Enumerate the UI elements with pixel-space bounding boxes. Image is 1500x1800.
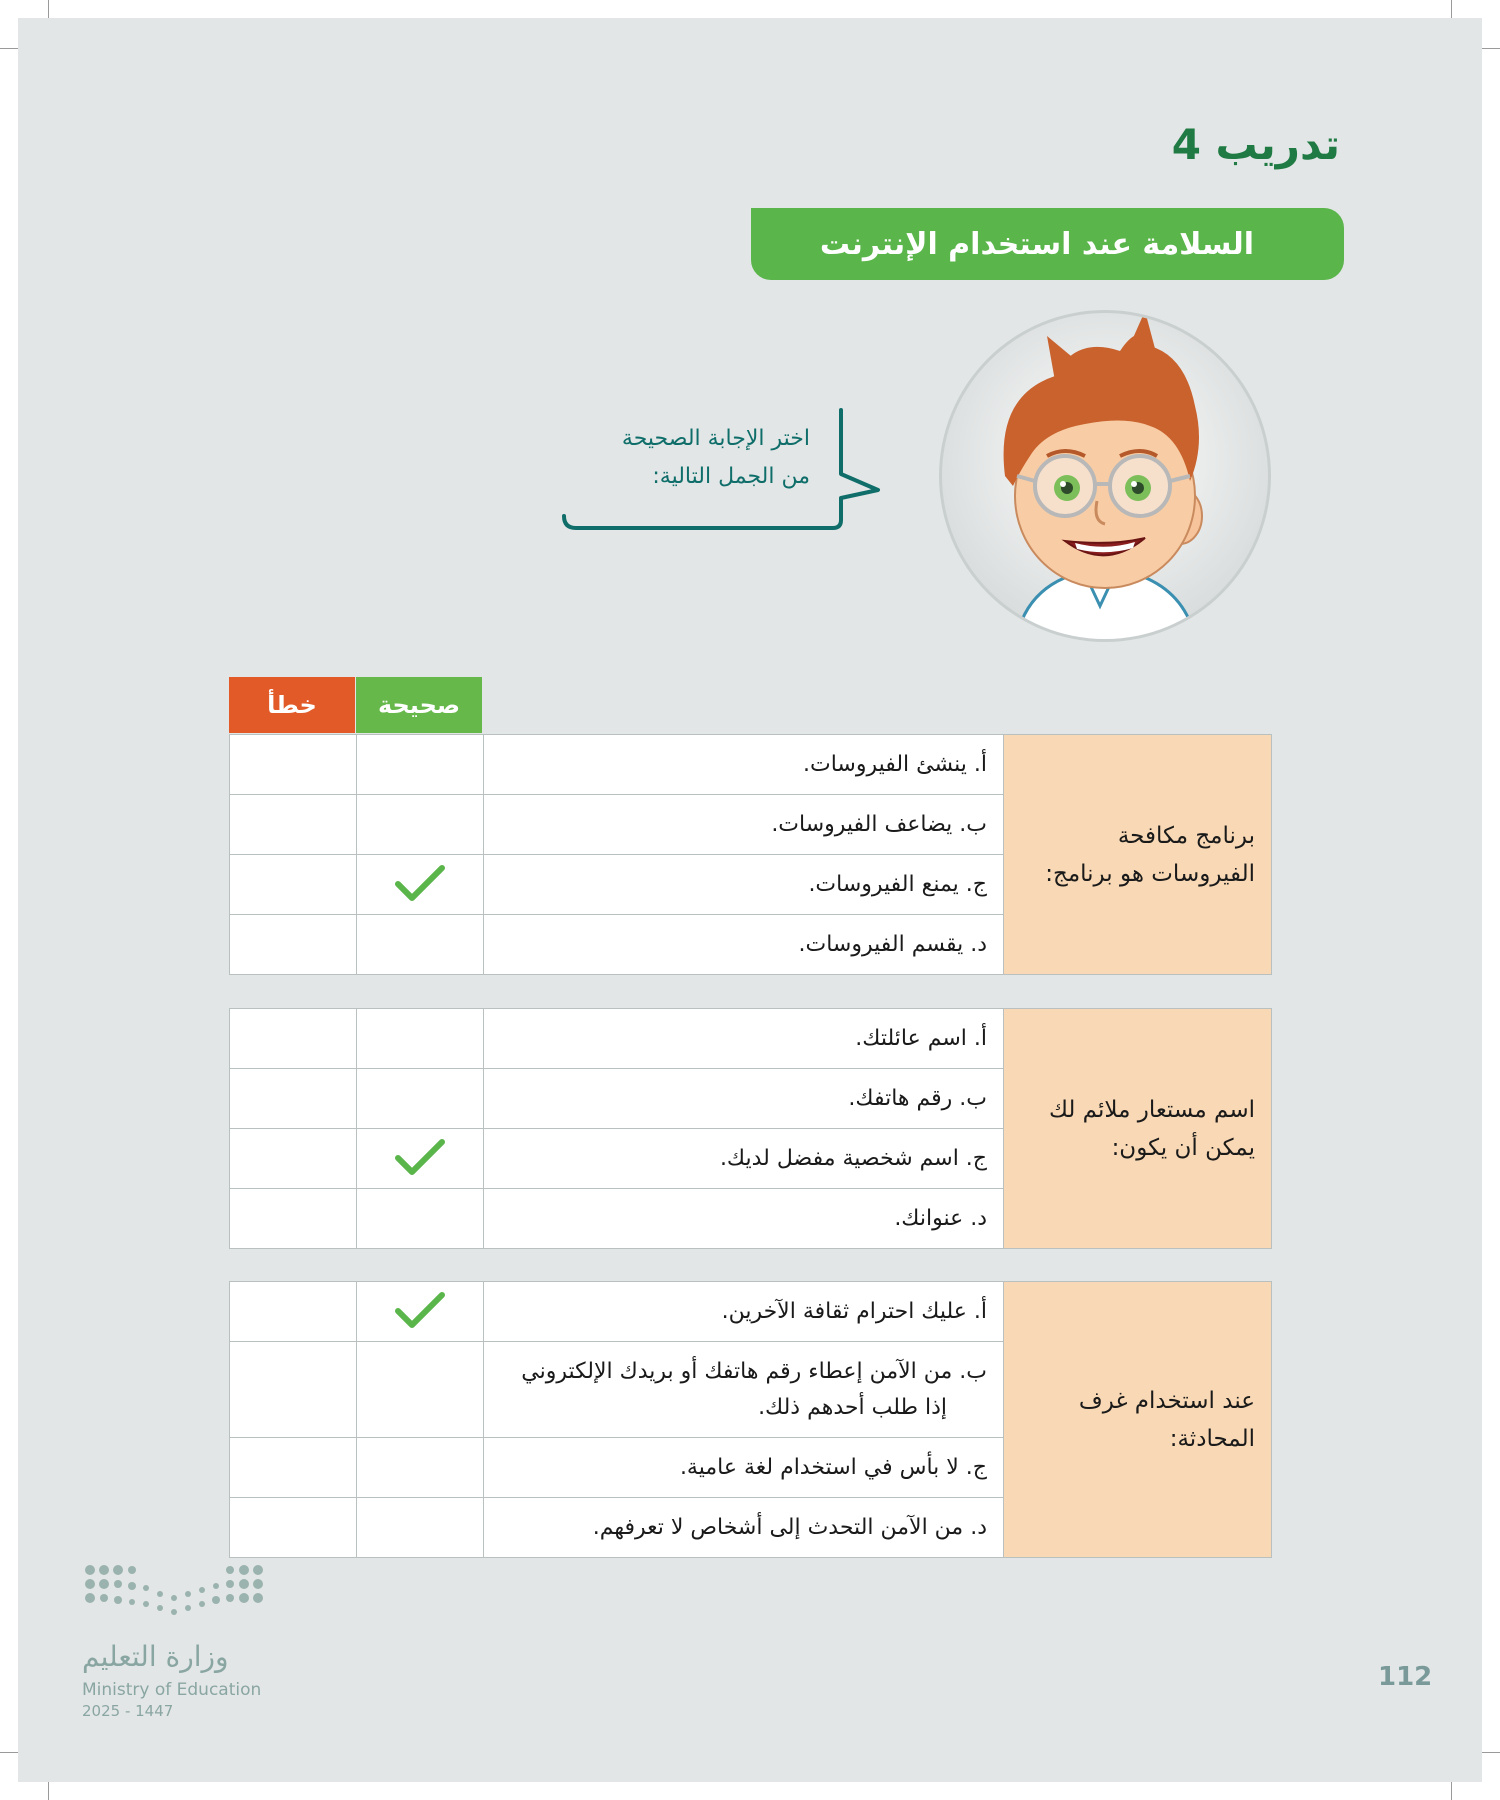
false-answer-cell[interactable] bbox=[230, 1189, 357, 1249]
section-banner bbox=[751, 208, 1344, 280]
question-prompt-line-2: المحادثة: bbox=[1169, 1425, 1255, 1452]
false-answer-cell[interactable] bbox=[230, 795, 357, 855]
ministry-name-arabic: وزارة التعليم bbox=[82, 1640, 229, 1673]
false-answer-cell[interactable] bbox=[230, 1498, 357, 1558]
question-table-3 bbox=[229, 1281, 1272, 1558]
instruction-text bbox=[550, 420, 810, 496]
true-answer-cell[interactable] bbox=[357, 1438, 484, 1498]
option-text: د. من الآمن التحدث إلى أشخاص لا تعرفهم. bbox=[484, 1498, 1004, 1558]
false-answer-cell[interactable] bbox=[230, 735, 357, 795]
question-table-1 bbox=[229, 734, 1272, 975]
false-answer-cell[interactable] bbox=[230, 1342, 357, 1438]
option-text: ب. رقم هاتفك. bbox=[484, 1069, 1004, 1129]
ministry-dots-logo bbox=[80, 1560, 280, 1630]
true-answer-cell[interactable] bbox=[357, 1342, 484, 1438]
true-answer-cell[interactable] bbox=[357, 1129, 484, 1189]
option-text: ج. لا بأس في استخدام لغة عامية. bbox=[484, 1438, 1004, 1498]
false-answer-cell[interactable] bbox=[230, 1069, 357, 1129]
true-answer-cell[interactable] bbox=[357, 1498, 484, 1558]
ministry-name-english: Ministry of Education bbox=[82, 1680, 262, 1700]
question-prompt-line-1: عند استخدام غرف bbox=[1078, 1387, 1255, 1414]
false-answer-cell[interactable] bbox=[230, 1009, 357, 1069]
exercise-title: تدريب 4 bbox=[1171, 120, 1340, 169]
false-answer-cell[interactable] bbox=[230, 1438, 357, 1498]
question-prompt bbox=[1004, 1282, 1272, 1558]
option-text: ج. اسم شخصية مفضل لديك. bbox=[484, 1129, 1004, 1189]
instruction-line-2: من الجمل التالية: bbox=[652, 464, 810, 489]
option-text: أ. عليك احترام ثقافة الآخرين. bbox=[484, 1282, 1004, 1342]
true-answer-cell[interactable] bbox=[357, 915, 484, 975]
true-answer-cell[interactable] bbox=[357, 855, 484, 915]
question-table-2 bbox=[229, 1008, 1272, 1249]
question-prompt-line-1: برنامج مكافحة bbox=[1117, 822, 1255, 849]
question-prompt-line-1: اسم مستعار ملائم لك bbox=[1048, 1096, 1255, 1123]
option-text: د. يقسم الفيروسات. bbox=[484, 915, 1004, 975]
section-banner-label: السلامة عند استخدام الإنترنت bbox=[819, 226, 1254, 262]
option-text: د. عنوانك. bbox=[484, 1189, 1004, 1249]
option-text-line-2: إذا طلب أحدهم ذلك. bbox=[758, 1394, 947, 1420]
false-answer-cell[interactable] bbox=[230, 1129, 357, 1189]
false-answer-cell[interactable] bbox=[230, 1282, 357, 1342]
page-number: 112 bbox=[1378, 1662, 1433, 1692]
option-text: أ. ينشئ الفيروسات. bbox=[484, 735, 1004, 795]
question-prompt bbox=[1004, 1009, 1272, 1249]
option-text: ب. يضاعف الفيروسات. bbox=[484, 795, 1004, 855]
true-answer-cell[interactable] bbox=[357, 795, 484, 855]
true-answer-cell[interactable] bbox=[357, 1189, 484, 1249]
option-text: أ. اسم عائلتك. bbox=[484, 1009, 1004, 1069]
option-text bbox=[484, 1342, 1004, 1438]
true-answer-cell[interactable] bbox=[357, 1282, 484, 1342]
true-answer-cell[interactable] bbox=[357, 735, 484, 795]
checkmark-icon bbox=[394, 1136, 446, 1178]
false-answer-cell[interactable] bbox=[230, 915, 357, 975]
checkmark-icon bbox=[394, 1289, 446, 1331]
false-answer-cell[interactable] bbox=[230, 855, 357, 915]
false-column-header: خطأ bbox=[229, 677, 355, 733]
option-text: ج. يمنع الفيروسات. bbox=[484, 855, 1004, 915]
true-answer-cell[interactable] bbox=[357, 1009, 484, 1069]
question-prompt-line-2: يمكن أن يكون: bbox=[1111, 1134, 1255, 1161]
boy-with-glasses-illustration bbox=[935, 306, 1275, 646]
true-column-header: صحيحة bbox=[356, 677, 482, 733]
instruction-line-1: اختر الإجابة الصحيحة bbox=[621, 426, 810, 451]
true-answer-cell[interactable] bbox=[357, 1069, 484, 1129]
question-prompt bbox=[1004, 735, 1272, 975]
edition-year: 2025 - 1447 bbox=[82, 1702, 174, 1720]
question-prompt-line-2: الفيروسات هو برنامج: bbox=[1045, 860, 1255, 887]
checkmark-icon bbox=[394, 862, 446, 904]
option-text-line-1: ب. من الآمن إعطاء رقم هاتفك أو بريدك الإلكتروني bbox=[521, 1358, 987, 1384]
